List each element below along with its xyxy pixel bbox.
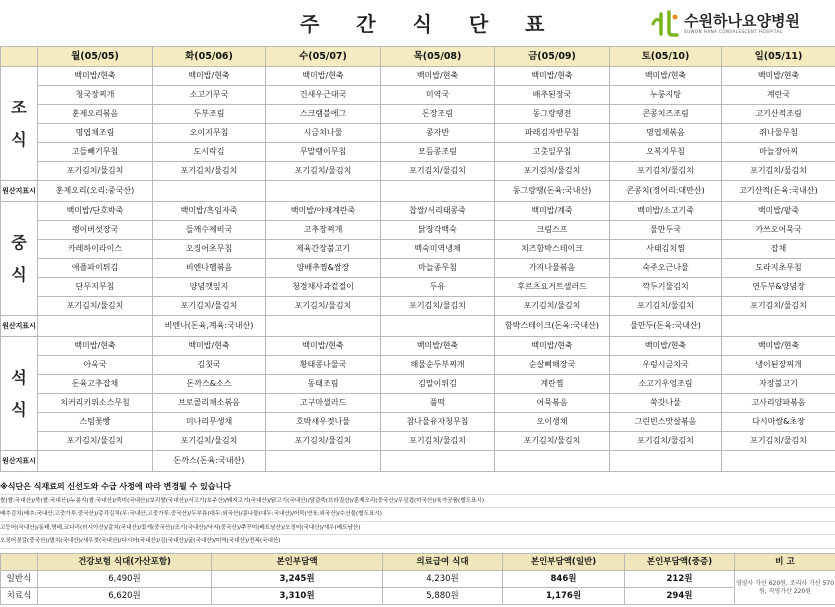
origin-cell (266, 181, 381, 202)
breakfast-label: 조 식 (1, 67, 38, 181)
origin-cell (38, 316, 153, 337)
price-cell: 294원 (625, 588, 735, 605)
menu-item: 포기김치/물김치 (38, 297, 153, 316)
menu-item: 깍두기물김치 (610, 278, 722, 297)
menu-item: 찹쌀/서리태콩죽 (381, 202, 495, 221)
lunch-origin-row (1, 316, 835, 337)
day-header: 목(05/08) (381, 47, 495, 67)
menu-item: 비엔나햄볶음 (153, 259, 266, 278)
menu-item: 순살뼈해장국 (495, 356, 610, 375)
menu-item: 백미밥/소고기죽 (610, 202, 722, 221)
price-header: 건강보험 식대(가산포함) (38, 554, 212, 571)
menu-item: 고사리양파볶음 (722, 394, 835, 413)
menu-item: 포기김치/물김치 (722, 297, 835, 316)
dinner-row (1, 432, 835, 451)
menu-item: 잡채 (722, 240, 835, 259)
menu-item: 포기김치/물김치 (153, 432, 266, 451)
day-header-row (1, 47, 835, 67)
breakfast-row (1, 124, 835, 143)
menu-item: 오이지무침 (153, 124, 266, 143)
menu-item: 크림스프 (495, 221, 610, 240)
menu-item: 모듬콩조림 (381, 143, 495, 162)
price-cell: 1,176원 (503, 588, 625, 605)
origin-cell (610, 451, 722, 472)
breakfast-row (1, 143, 835, 162)
menu-item: 포기김치/물김치 (610, 432, 722, 451)
menu-item: 치즈함박스테이크 (495, 240, 610, 259)
dinner-row (1, 413, 835, 432)
origin-cell: 함박스테이크(돈육:국내산) (495, 316, 610, 337)
menu-item: 백미밥/현축 (266, 337, 381, 356)
price-header: 의료급여 식대 (383, 554, 503, 571)
breakfast-row (1, 162, 835, 181)
origin-cell (495, 451, 610, 472)
menu-item: 고기산적조림 (722, 105, 835, 124)
breakfast-row (1, 86, 835, 105)
menu-item: 단무지무침 (38, 278, 153, 297)
menu-item: 건새우근대국 (266, 86, 381, 105)
menu-item: 미나리무생채 (153, 413, 266, 432)
breakfast-row (1, 67, 835, 86)
menu-item: 쑥갓나물 (610, 394, 722, 413)
menu-item: 김칫국 (153, 356, 266, 375)
breakfast-row (1, 105, 835, 124)
menu-item: 후르츠요거트샐러드 (495, 278, 610, 297)
menu-item: 미역국 (381, 86, 495, 105)
menu-item: 양념깻잎지 (153, 278, 266, 297)
hospital-logo (650, 8, 835, 42)
origin-cell (266, 316, 381, 337)
menu-item: 백미밥/현축 (38, 337, 153, 356)
origin-label: 원산지표시 (1, 181, 38, 202)
menu-item: 백미밥/야채계란죽 (266, 202, 381, 221)
menu-item: 포기김치/물김치 (381, 432, 495, 451)
menu-item: 포기김치/물김치 (153, 297, 266, 316)
origin-cell (722, 316, 835, 337)
menu-item: 가쓰오어묵국 (722, 221, 835, 240)
weekly-menu-table (0, 46, 835, 472)
breakfast-origin-row (1, 181, 835, 202)
menu-item: 훈제오리볶음 (38, 105, 153, 124)
menu-item: 포기김치/물김치 (495, 297, 610, 316)
origin-cell (381, 316, 495, 337)
note-line: 고등어(국내산)/동태,명태,코다리(러시아산)/갈치(국내산)/꽃게(중국산)/조기(국내산)/낙지(중국산)/쭈꾸미(베트남산)/오징어(국내산)/새우(베트남산) (0, 522, 835, 536)
hospital-name-english: SUWON HANA CONVALESCENT HOSPITAL (684, 29, 783, 34)
menu-item: 두유 (381, 278, 495, 297)
origin-cell: 비엔나(돈육,계육:국내산) (153, 316, 266, 337)
menu-item: 청경채사과겉절이 (266, 278, 381, 297)
menu-item: 애플파이튀김 (38, 259, 153, 278)
price-row (1, 571, 835, 588)
menu-item: 숙주오근나물 (610, 259, 722, 278)
note-line: 오징어젓갈(중국산)/멸치(국내산)/새우젓(국내산)/다시마(국내산)/김(국내산)/굴(국내산)/미역(국내산)/전복(국내산) (0, 535, 835, 549)
price-cell: 846원 (503, 571, 625, 588)
origin-cell (38, 451, 153, 472)
menu-item: 오징어초무침 (153, 240, 266, 259)
menu-item: 무말랭이무침 (266, 143, 381, 162)
menu-item: 포기김치/물김치 (38, 432, 153, 451)
menu-item: 해물순두부찌개 (381, 356, 495, 375)
menu-item: 소고기무국 (153, 86, 266, 105)
menu-item: 백미밥/현축 (722, 67, 835, 86)
menu-item: 다시마쌈&초장 (722, 413, 835, 432)
menu-item: 포기김치/물김치 (38, 162, 153, 181)
price-header: 본인부담액 (212, 554, 383, 571)
menu-item: 배추된장국 (495, 86, 610, 105)
day-header: 화(05/06) (153, 47, 266, 67)
hospital-name: 수원하나요양병원 (684, 12, 800, 30)
menu-item: 도라지초무침 (722, 259, 835, 278)
menu-item: 돈육고추잡채 (38, 375, 153, 394)
origin-label: 원산지표시 (1, 316, 38, 337)
menu-item: 포기김치/물김치 (610, 162, 722, 181)
menu-item: 동그랑땡전 (495, 105, 610, 124)
menu-item: 풀떡 (381, 394, 495, 413)
dinner-row (1, 394, 835, 413)
menu-item: 동태조림 (266, 375, 381, 394)
day-header: 수(05/07) (266, 47, 381, 67)
menu-item: 브로콜리채소볶음 (153, 394, 266, 413)
menu-item: 오복지무침 (610, 143, 722, 162)
menu-item: 참나물유자청무침 (381, 413, 495, 432)
lunch-row (1, 297, 835, 316)
note-line: 배추김치(배추:국내산,고춧가루:중국산)/총각김치(무:국내산,고춧가루:중국산)/두부류(대두:외국산)/콩나물(대두:국내산)/어묵(연육:외국산)/수산물(별도표시) (0, 508, 835, 522)
origin-cell (266, 451, 381, 472)
menu-item: 그린빈스맛살볶음 (610, 413, 722, 432)
menu-item: 고추장찌개 (266, 221, 381, 240)
menu-item: 콘콩치즈조림 (610, 105, 722, 124)
menu-item: 계란찜 (495, 375, 610, 394)
menu-item: 팽이버섯장국 (38, 221, 153, 240)
price-header: 비 고 (735, 554, 835, 571)
menu-item: 백미밥/현축 (495, 67, 610, 86)
menu-item: 카레하이라이스 (38, 240, 153, 259)
menu-item: 포기김치/물김치 (266, 297, 381, 316)
price-remark: 영양사 가산 620원, 조리사 가산 570원, 직영가산 220원 (735, 571, 835, 605)
menu-item: 두부조림 (153, 105, 266, 124)
origin-cell: 물만두(돈육:국내산) (610, 316, 722, 337)
menu-item: 백미밥/계죽 (495, 202, 610, 221)
origin-cell: 고기산적(돈육:국내산) (722, 181, 835, 202)
price-header-row (1, 554, 835, 571)
menu-item: 백미밥/현축 (266, 67, 381, 86)
menu-item: 포기김치/물김치 (153, 162, 266, 181)
day-header: 월(05/05) (38, 47, 153, 67)
menu-item: 스팀꽃빵 (38, 413, 153, 432)
menu-item: 백미밥/현축 (610, 337, 722, 356)
menu-item: 백숙미역냉채 (381, 240, 495, 259)
menu-item: 고구마샐러드 (266, 394, 381, 413)
price-cell: 5,880원 (383, 588, 503, 605)
menu-item: 아욱국 (38, 356, 153, 375)
price-cell: 6,620원 (38, 588, 212, 605)
page-title: 주 간 식 단 표 (300, 12, 560, 36)
menu-item: 백미밥/현축 (381, 337, 495, 356)
price-cell: 4,230원 (383, 571, 503, 588)
menu-item: 치커리키위소스무침 (38, 394, 153, 413)
page-header (0, 0, 835, 42)
menu-item: 사태김치찜 (610, 240, 722, 259)
origin-cell (153, 181, 266, 202)
origin-cell: 훈제오리(오리:중국산) (38, 181, 153, 202)
lunch-row (1, 240, 835, 259)
menu-item: 양배추찜&쌈장 (266, 259, 381, 278)
origin-cell: 돈까스(돈육:국내산) (153, 451, 266, 472)
menu-item: 마늘장아찌 (722, 143, 835, 162)
price-cell: 3,310원 (212, 588, 383, 605)
menu-item: 포기김치/물김치 (495, 162, 610, 181)
lunch-row (1, 259, 835, 278)
menu-item: 우렁시금치국 (610, 356, 722, 375)
meal-price-table (0, 553, 835, 605)
menu-item: 백미밥/현축 (722, 337, 835, 356)
menu-item: 돈장조림 (381, 105, 495, 124)
day-header: 일(05/11) (722, 47, 835, 67)
menu-item: 백미밥/현축 (610, 67, 722, 86)
menu-item: 백미밥/현축 (153, 337, 266, 356)
origin-label: 원산지표시 (1, 451, 38, 472)
menu-item: 돈까스&소스 (153, 375, 266, 394)
menu-item: 누룽지탕 (610, 86, 722, 105)
menu-item: 오이생채 (495, 413, 610, 432)
menu-item: 백미밥/현축 (153, 67, 266, 86)
header-corner (1, 47, 38, 67)
day-header: 토(05/10) (610, 47, 722, 67)
menu-item: 포기김치/물김치 (381, 297, 495, 316)
menu-item: 포기김치/물김치 (610, 297, 722, 316)
menu-item: 시금치나물 (266, 124, 381, 143)
lunch-row (1, 221, 835, 240)
notes-section (0, 481, 835, 549)
menu-item: 명엽채조림 (38, 124, 153, 143)
menu-item: 쥐나물무침 (722, 124, 835, 143)
menu-item: 포기김치/물김치 (722, 162, 835, 181)
menu-item: 스크램블에그 (266, 105, 381, 124)
hospital-logo-icon (650, 8, 680, 38)
menu-item: 물만두국 (610, 221, 722, 240)
lunch-label: 중 식 (1, 202, 38, 316)
dinner-label: 석 식 (1, 337, 38, 451)
menu-item: 어묵볶음 (495, 394, 610, 413)
price-cell: 212원 (625, 571, 735, 588)
menu-item: 백미밥/흑임자죽 (153, 202, 266, 221)
menu-item: 고들빼기무침 (38, 143, 153, 162)
meal-type-label: 치료식 (1, 588, 38, 605)
menu-item: 황태콩나물국 (266, 356, 381, 375)
menu-item: 백미밥/현축 (38, 67, 153, 86)
menu-item: 김말이튀김 (381, 375, 495, 394)
menu-item: 포기김치/물김치 (722, 432, 835, 451)
menu-item: 마늘종무침 (381, 259, 495, 278)
menu-item: 포기김치/물김치 (381, 162, 495, 181)
menu-item: 명엽채볶음 (610, 124, 722, 143)
menu-item: 포기김치/물김치 (266, 432, 381, 451)
origin-cell (381, 451, 495, 472)
origin-cell: 콘콩치(정어리:대만산) (610, 181, 722, 202)
menu-item: 백미밥/단호박죽 (38, 202, 153, 221)
menu-item: 고춧잎무침 (495, 143, 610, 162)
origin-cell (722, 451, 835, 472)
day-header: 금(05/09) (495, 47, 610, 67)
menu-item: 백미밥/현축 (495, 337, 610, 356)
price-cell: 6,490원 (38, 571, 212, 588)
lunch-row (1, 202, 835, 221)
price-header (1, 554, 38, 571)
dinner-row (1, 356, 835, 375)
dinner-row (1, 375, 835, 394)
price-header: 본인부담액(중증) (625, 554, 735, 571)
menu-item: 제육간장불고기 (266, 240, 381, 259)
menu-item: 파래김자반무침 (495, 124, 610, 143)
note-line: 쌀(쌀:국내산)/죽(쌀:국내산)/누룽지(쌀:국내산)/죽미(국내산)/보리쌀(국내산)/서고기(호주산)/돼지고기(국내산)/닭고기(국내산)/달걀죽(브라질산)/훈제오리(중국산)/우삼겹(미국산)/육가공품(별도표시) (0, 495, 835, 509)
origin-cell (381, 181, 495, 202)
menu-item: 냉이된장찌개 (722, 356, 835, 375)
menu-item: 포기김치/물김치 (495, 432, 610, 451)
menu-item: 도시락김 (153, 143, 266, 162)
price-cell: 3,245원 (212, 571, 383, 588)
menu-item: 가지나물볶음 (495, 259, 610, 278)
menu-item: 호박새우젓나물 (266, 413, 381, 432)
price-row (1, 588, 835, 605)
menu-item: 청국장찌개 (38, 86, 153, 105)
lunch-row (1, 278, 835, 297)
origin-cell: 동그랑땡(돈육:국내산) (495, 181, 610, 202)
price-header: 본인부담액(일반) (503, 554, 625, 571)
menu-item: 들깨수제비국 (153, 221, 266, 240)
menu-item: 연두부&양념장 (722, 278, 835, 297)
dinner-origin-row (1, 451, 835, 472)
menu-item: 백미밥/팥죽 (722, 202, 835, 221)
menu-item: 소고기우엉조림 (610, 375, 722, 394)
menu-item: 자장불고기 (722, 375, 835, 394)
menu-item: 계란국 (722, 86, 835, 105)
dinner-row (1, 337, 835, 356)
menu-item: 닭장각백숙 (381, 221, 495, 240)
menu-item: 백미밥/현축 (381, 67, 495, 86)
menu-item: 콩자반 (381, 124, 495, 143)
menu-item: 포기김치/물김치 (266, 162, 381, 181)
meal-type-label: 일반식 (1, 571, 38, 588)
note-line: ※식단은 식재료의 신선도와 수급 사정에 따라 변경될 수 있습니다 (0, 481, 835, 495)
